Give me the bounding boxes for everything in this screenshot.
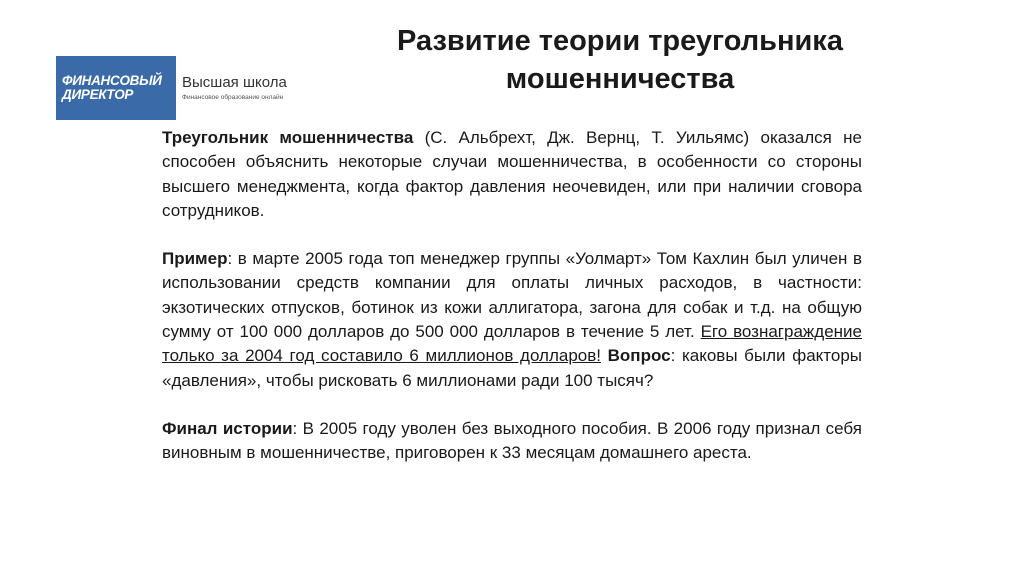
paragraph-1-text: (С. Альбрехт, Дж. Вернц, Т. Уильямс) оказался не способен объяснить некоторые случаи мошенничества, в особенности со стороны высшего менеджмента, когда фактор давления неочевиден, или при наличии сговора сотрудников. bbox=[162, 128, 863, 220]
paragraph-example bbox=[162, 247, 862, 393]
content bbox=[162, 126, 862, 466]
paragraph-2-bold: Пример bbox=[162, 249, 228, 269]
paragraph-1-bold: Треугольник мошенничества bbox=[162, 128, 414, 147]
paragraph-3-bold: Финал истории bbox=[162, 418, 293, 438]
logo-line-1: ФИНАНСОВЫЙ bbox=[62, 73, 162, 88]
paragraph-3-text: : В 2005 году уволен без выходного пособия. В 2006 году признал себя виновным в мошенничестве, приговорен к 33 месяцам домашнего ареста. bbox=[162, 418, 862, 463]
logo-subtitle: Финансовое образование онлайн bbox=[182, 94, 284, 101]
paragraph-2-underlined: Его вознаграждение только за 2004 год составило 6 миллионов долларов! bbox=[162, 322, 863, 366]
logo bbox=[56, 56, 287, 120]
paragraph-2-text: : в марте 2005 года топ менеджер группы «Уолмарт» Том Кахлин был уличен в использовании средств компании для оплаты личных расходов, в частности: экзотических отпусков, ботинок из кожи аллигатора, загона для собак и т.д. на общую сумму от 100 000 долларов до 500 000 долларов в течение 5 лет. bbox=[162, 249, 862, 342]
logo-school: Высшая школа bbox=[182, 74, 287, 91]
page-title bbox=[320, 22, 920, 98]
title-line-2: мошенничества bbox=[505, 63, 735, 95]
paragraph-2-question-text: : каковы были факторы «давления», чтобы рисковать 6 миллионами ради 100 тысяч? bbox=[162, 346, 862, 390]
paragraph-final bbox=[162, 417, 862, 466]
paragraph-fraud-triangle bbox=[162, 126, 862, 223]
title-line-1: Развитие теории треугольника bbox=[397, 25, 843, 57]
paragraph-2-question-label: Вопрос bbox=[607, 346, 671, 366]
paragraph-2-space bbox=[601, 346, 608, 365]
logo-box bbox=[56, 56, 176, 120]
logo-text bbox=[182, 74, 287, 102]
logo-line-2: ДИРЕКТОР bbox=[62, 87, 134, 102]
